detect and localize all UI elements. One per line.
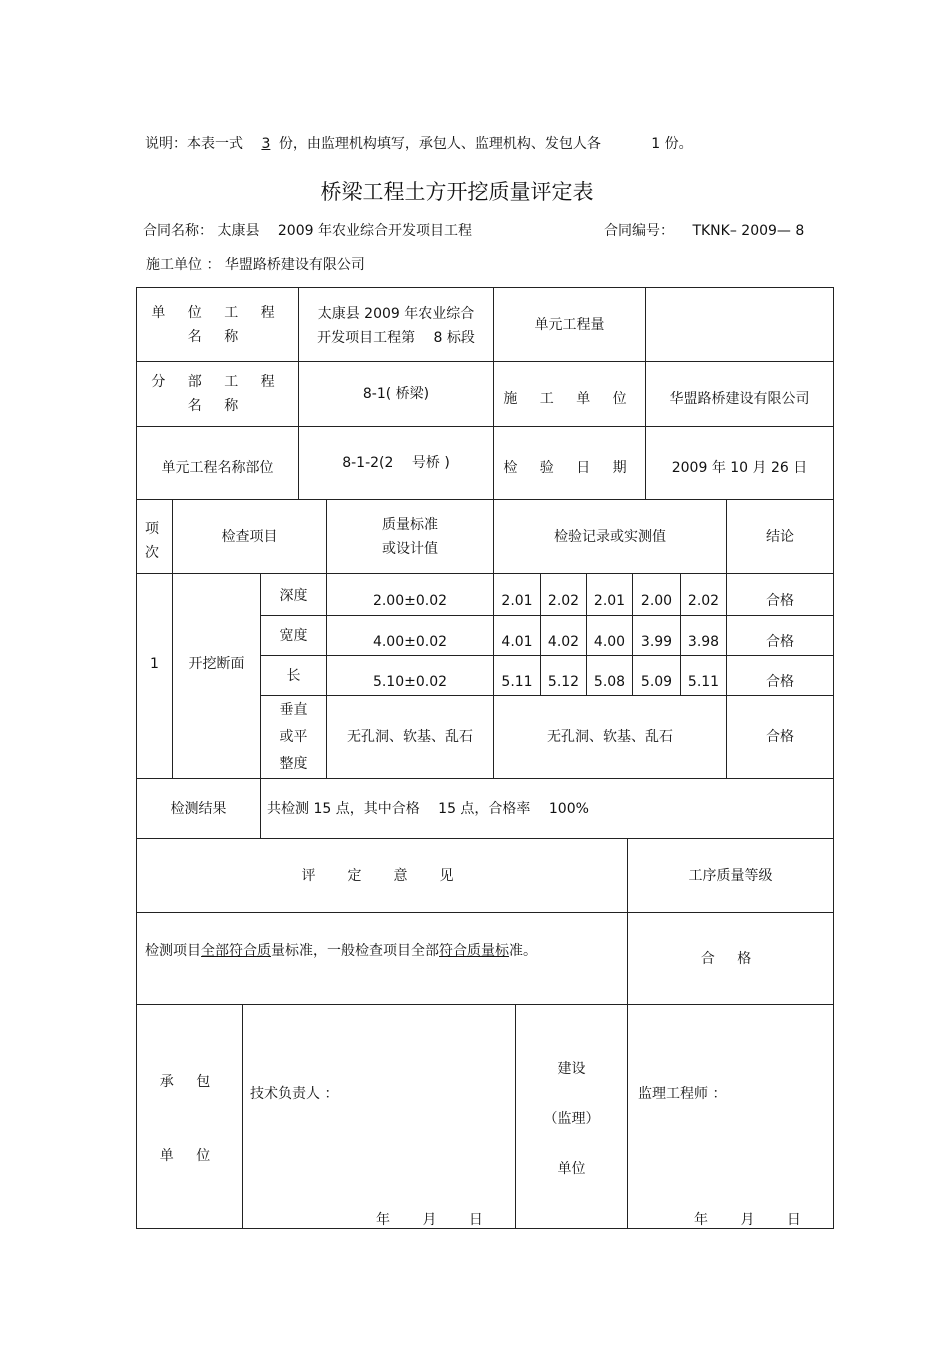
- element-part-label: 单元工程名称部位: [161, 460, 274, 476]
- builder-row: [146, 254, 365, 274]
- row-flatness-name: [261, 696, 326, 778]
- row-flatness-record: 无孔洞、软基、乱石: [547, 729, 673, 745]
- note-prefix: 说明：本表一式: [145, 136, 243, 152]
- opinion-part4: 符合质量标: [439, 943, 509, 959]
- header-item-no: [137, 510, 172, 572]
- unit-project-value-line1: 太康县 2009 年农业综合: [317, 306, 475, 322]
- row-width-value: 4.02: [547, 634, 580, 650]
- row-width-standard: 4.00±0.02: [372, 634, 448, 650]
- header-conclusion: 结论: [766, 528, 794, 545]
- quality-grade-value: 合 格: [700, 950, 761, 967]
- element-quantity-label: 单元工程量: [534, 316, 605, 333]
- header-standard: [327, 500, 493, 573]
- element-quantity-value: [646, 288, 833, 361]
- supervisor-unit-line2: （监理）: [543, 1111, 600, 1127]
- header-item-no-line2: 次: [145, 545, 159, 561]
- row-depth-value: 2.02: [687, 593, 720, 609]
- row-depth-conclusion: 合格: [766, 593, 794, 609]
- row-depth-standard: 2.00±0.02: [372, 593, 448, 609]
- opinion-part2: 全部符合质: [201, 943, 271, 959]
- header-item-no-line1: 项: [145, 521, 159, 537]
- row-depth-value: 2.02: [547, 593, 580, 609]
- row-depth-value: 2.01: [501, 593, 533, 609]
- row-width-value: 3.98: [687, 634, 720, 650]
- opinion-part5: 准。: [509, 943, 537, 959]
- tech-lead-label: 技术负责人 ：: [250, 1086, 339, 1102]
- supervisor-unit-line1: 建设: [557, 1061, 586, 1077]
- page-title: 桥梁工程土方开挖质量评定表: [320, 180, 594, 204]
- row-length-value: 5.11: [687, 674, 720, 690]
- result-label: 检测结果: [170, 800, 227, 817]
- contract-name-row: [143, 220, 472, 240]
- supervising-engineer-label: 监理工程师 ：: [638, 1086, 727, 1102]
- row-length-value: 5.11: [501, 674, 533, 690]
- evaluation-opinion-label: 评 定 意 见: [301, 867, 463, 884]
- item-number: 1: [150, 656, 159, 672]
- note-copies: 3: [261, 136, 271, 152]
- contract-no-value: TKNK– 2009— 8: [692, 223, 805, 239]
- sub-project-value: 8-1( 桥梁): [362, 386, 430, 402]
- row-width-conclusion: 合格: [766, 634, 794, 650]
- row-flatness-conclusion: 合格: [766, 729, 794, 745]
- row-width-value: 4.00: [593, 634, 626, 650]
- inspection-date-label: 检 验 日 期: [503, 460, 636, 476]
- supervisor-unit-line3: 单位: [557, 1161, 586, 1177]
- element-part-value: 8-1-2(2 号桥 ): [342, 455, 450, 471]
- row-depth-value: 2.01: [593, 593, 626, 609]
- col-divider: [242, 1004, 243, 1229]
- header-standard-line1: 质量标准: [382, 516, 438, 533]
- supervisor-unit-label: [516, 1005, 627, 1229]
- row-length-conclusion: 合格: [766, 674, 794, 690]
- row-length-standard: 5.10±0.02: [372, 674, 448, 690]
- unit-project-value: [299, 292, 493, 360]
- contractor-date: 年 月 日: [376, 1212, 483, 1228]
- construction-unit-label: 施 工 单 位: [503, 391, 636, 407]
- quality-grade-label: 工序质量等级: [688, 867, 773, 884]
- construction-unit-value: 华盟路桥建设有限公司: [669, 391, 810, 407]
- inspection-date-value: 2009 年 10 月 26 日: [671, 460, 808, 476]
- supervisor-date: 年 月 日: [694, 1212, 801, 1228]
- note-each: 1 份。: [651, 136, 693, 152]
- contract-no-label: 合同编号：: [604, 223, 674, 239]
- row-length-name: 长: [286, 668, 301, 684]
- contract-name-label: 合同名称：: [143, 223, 213, 239]
- unit-project-value-line2: 开发项目工程第 8 标段: [317, 330, 475, 346]
- header-records: 检验记录或实测值: [554, 528, 666, 545]
- row-flatness-name-line3: 整度: [279, 755, 308, 772]
- builder-value: 华盟路桥建设有限公司: [224, 257, 365, 273]
- sub-project-label: 分 部 工 程 名 称: [151, 374, 284, 414]
- item-name: 开挖断面: [188, 656, 245, 672]
- contractor-line2: 单 位: [159, 1148, 220, 1164]
- form-note: [145, 133, 693, 153]
- row-length-value: 5.09: [640, 674, 673, 690]
- row-width-value: 3.99: [640, 634, 673, 650]
- row-depth-value: 2.00: [640, 593, 673, 609]
- row-flatness-name-line2: 或平: [279, 728, 308, 745]
- header-check-item: 检查项目: [221, 528, 278, 545]
- header-standard-line2: 或设计值: [382, 540, 438, 557]
- row-depth-name: 深度: [279, 588, 308, 604]
- row-width-name: 宽度: [279, 628, 308, 644]
- row-length-value: 5.08: [593, 674, 626, 690]
- contractor-line1: 承 包: [159, 1074, 220, 1090]
- row-width-value: 4.01: [501, 634, 533, 650]
- row-length-value: 5.12: [547, 674, 580, 690]
- contract-no-row: [604, 220, 804, 240]
- builder-label: 施工单位 ：: [146, 257, 221, 273]
- contract-name-value: 太康县 2009 年农业综合开发项目工程: [217, 223, 472, 239]
- row-flatness-name-line1: 垂直: [279, 701, 308, 718]
- note-middle: 份，由监理机构填写，承包人、监理机构、发包人各: [278, 136, 601, 152]
- opinion-part3: 量标准，一般检查项目全部: [271, 943, 439, 959]
- unit-project-label: 单 位 工 程 名 称: [151, 304, 284, 345]
- result-text: 共检测 15 点，其中合格 15 点，合格率 100%: [267, 800, 589, 817]
- evaluation-opinion-text: [137, 913, 627, 989]
- contractor-unit-label: [137, 1005, 242, 1229]
- opinion-part1: 检测项目: [145, 943, 201, 959]
- row-flatness-standard: 无孔洞、软基、乱石: [347, 729, 473, 745]
